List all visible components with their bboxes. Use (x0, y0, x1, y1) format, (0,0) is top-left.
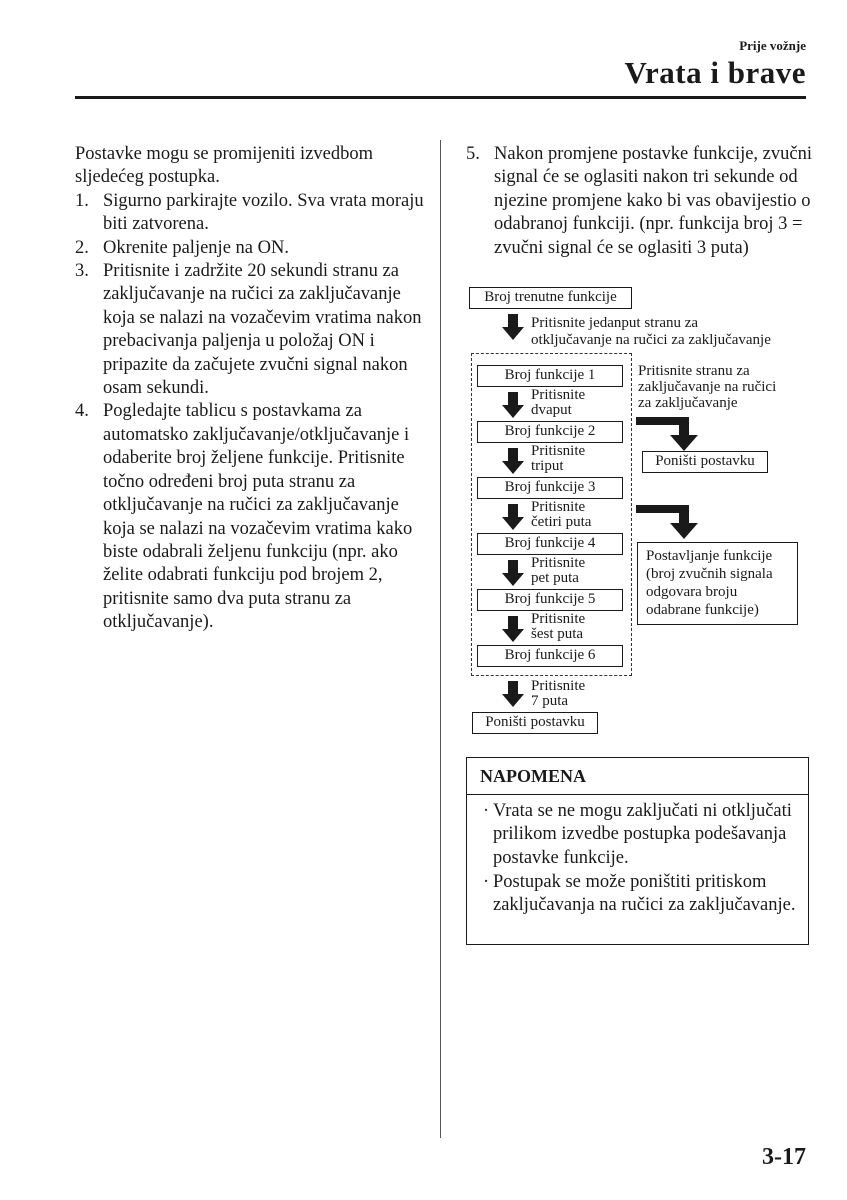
press-label: Pritisnite (531, 443, 586, 459)
lock-side-label (638, 363, 776, 411)
bullet: · (483, 872, 490, 892)
press-count: dvaput (531, 402, 572, 418)
press-once-line-2: otključavanje na ručici za zaključavanje (531, 332, 771, 348)
step-3 (75, 260, 425, 400)
press-label: Pritisnite (531, 499, 586, 515)
down-arrow-icon (502, 504, 524, 530)
press-label: Pritisnite (531, 555, 586, 571)
step-5 (466, 143, 839, 260)
current-function-box: Broj trenutne funkcije (469, 287, 632, 309)
function-box-3: Broj funkcije 3 (477, 477, 623, 499)
step-number: 1. (75, 190, 89, 211)
bullet: · (483, 801, 490, 821)
function-box-4: Broj funkcije 4 (477, 533, 623, 555)
step-4 (75, 400, 425, 634)
function-box-2: Broj funkcije 2 (477, 421, 623, 443)
lock-side-line: za zaključavanje (638, 395, 738, 411)
note-header (467, 758, 808, 795)
set-function-line: odabrane funkcije) (646, 602, 759, 618)
press-count: triput (531, 458, 564, 474)
bent-arrow-icon (636, 417, 708, 451)
bent-arrow-icon (636, 505, 708, 539)
step-2 (75, 237, 425, 260)
section-label: Prije vožnje (739, 38, 806, 53)
lock-side-line: zaključavanje na ručici (638, 379, 777, 395)
note-item-2 (483, 871, 808, 918)
down-arrow-icon (502, 314, 524, 340)
function-box-1: Broj funkcije 1 (477, 365, 623, 387)
function-box-5: Broj funkcije 5 (477, 589, 623, 611)
step-1 (75, 190, 425, 237)
press-count: šest puta (531, 626, 584, 642)
note-box (466, 757, 809, 945)
set-function-box (637, 542, 798, 625)
lock-side-line: Pritisnite stranu za (638, 363, 750, 379)
set-function-line: Postavljanje funkcije (646, 548, 773, 564)
press-label: Pritisnite (531, 611, 586, 627)
press-once-line-1: Pritisnite jedanput stranu za (531, 315, 699, 331)
press-label: Pritisnite (531, 678, 586, 694)
down-arrow-icon (502, 681, 524, 707)
press-count: 7 puta (531, 693, 569, 709)
down-arrow-icon (502, 560, 524, 586)
step-text: Nakon promjene postavke funkcije, zvučni signal će se oglasiti nakon tri sekunde od njezine promjene kako bi vas obavijestio o odabranoj funkciji. (npr. funkcija broj 3 = zvučni signal će se oglasiti 3 puta) (494, 144, 812, 258)
page-number: 3-17 (762, 1144, 806, 1170)
step-number: 2. (75, 237, 89, 258)
step-text: Pritisnite i zadržite 20 sekundi stranu za zaključavanje na ručici za zaključavanje koja se nalazi na vozačevim vratima nakon prebacivanja paljenja u položaj ON i pripazite da začujete zvučni signal nakon osam sekundi. (103, 261, 422, 399)
page-title: Vrata i brave (624, 55, 806, 90)
down-arrow-icon (502, 448, 524, 474)
cancel-setting-box: Poništi postavku (642, 451, 768, 473)
press-label: Pritisnite (531, 387, 586, 403)
step-number: 4. (75, 401, 89, 422)
step-text: Pogledajte tablicu s postavkama za automatsko zaključavanje/otključavanje i odaberite broj željene funkcije. Pritisnite točno određeni broj puta stranu za otključavanje na ručici za zaključavanje koja se nalazi na vozačevim vratima kako biste odabrali željenu funkciju (npr. ako želite odabrati funkciju pod brojem 2, pritisnite samo dva puta stranu za otključavanje). (103, 401, 413, 633)
step-text: Sigurno parkirajte vozilo. Sva vrata moraju biti zatvorena. (103, 190, 424, 235)
step-number: 3. (75, 261, 89, 282)
down-arrow-icon (502, 616, 524, 642)
note-text: Postupak se može poništiti pritiskom zaključavanja na ručici za zaključavanje. (493, 872, 796, 916)
left-column (75, 143, 425, 635)
step-number: 5. (466, 144, 480, 164)
down-arrow-icon (502, 392, 524, 418)
set-function-line: odgovara broju (646, 584, 738, 600)
header-rule (75, 96, 806, 99)
note-text: Vrata se ne mogu zaključati ni otključati prilikom izvedbe postupka podešavanja postavke funkcije. (493, 801, 792, 868)
note-item-1 (483, 800, 808, 870)
cancel-setting-box-bottom: Poništi postavku (472, 712, 598, 734)
column-divider (440, 140, 441, 1138)
function-box-6: Broj funkcije 6 (477, 645, 623, 667)
press-count: četiri puta (531, 514, 592, 530)
step-text: Okrenite paljenje na ON. (103, 237, 289, 258)
intro-paragraph: Postavke mogu se promijeniti izvedbom sljedećeg postupka. (75, 144, 374, 188)
note-title: NAPOMENA (480, 766, 586, 786)
press-count: pet puta (531, 570, 579, 586)
set-function-line: (broj zvučnih signala (646, 566, 773, 582)
